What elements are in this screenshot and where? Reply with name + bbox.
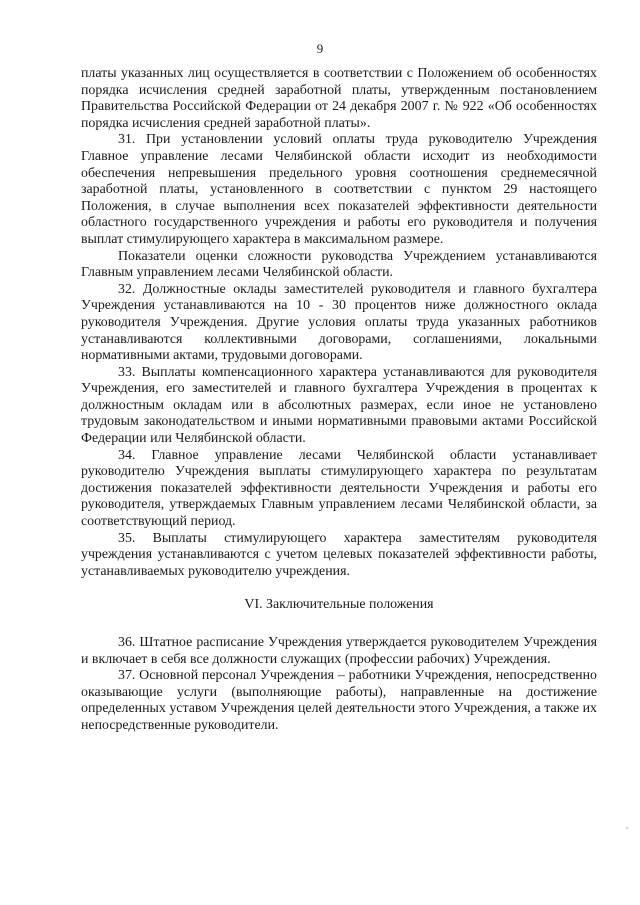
section-heading: VI. Заключительные положения xyxy=(244,597,434,613)
margin-mark: ˇ xyxy=(626,826,629,835)
paragraphs-after-section xyxy=(81,635,597,735)
body-text xyxy=(81,66,597,735)
paragraph: 31. При установлении условий оплаты труда руководителю Учреждения Главное управление лесами Челябинской области исходит из необходимости обеспечения непревышения предельного уровня соотношения среднемесячной заработной платы, установленного в соответствии с пунктом 29 настоящего Положения, в случае выполнения всех показателей эффективности деятельности областного государственного учреждения и работы его руководителя и получения выплат стимулирующего характера в максимальном размере. xyxy=(81,132,597,247)
paragraph: 35. Выплаты стимулирующего характера заместителям руководителя учреждения устанавливаются с учетом целевых показателей эффективности работы, устанавливаемых руководителю учреждения. xyxy=(81,530,597,579)
paragraph: 36. Штатное расписание Учреждения утверждается руководителем Учреждения и включает в себя все должности служащих (профессии рабочих) Учреждения. xyxy=(81,635,597,667)
paragraph: 34. Главное управление лесами Челябинской области устанавливает руководителю Учреждения выплаты стимулирующего характера по результатам достижения показателей эффективности деятельности Учреждения и работы его руководителя, утверждаемых Главным управлением лесами Челябинской области, за соответствующий период. xyxy=(81,447,597,530)
paragraph: Показатели оценки сложности руководства Учреждением устанавливаются Главным управлением лесами Челябинской области. xyxy=(81,248,597,281)
paragraph: 37. Основной персонал Учреждения – работники Учреждения, непосредственно оказывающие услуги (выполняющие работы), направленные на достижение определенных уставом Учреждения целей деятельности этого Учреждения, а также их непосредственные руководители. xyxy=(81,668,597,733)
paragraph: платы указанных лиц осуществляется в соответствии с Положением об особенностях порядка исчисления средней заработной платы, утвержденным постановлением Правительства Российской Федерации от 24 декабря 2007 г. № 922 «Об особенностях порядка исчисления средней заработной платы». xyxy=(81,66,597,131)
paragraphs-before-section xyxy=(81,66,597,580)
paragraph: 33. Выплаты компенсационного характера устанавливаются для руководителя Учреждения, его заместителей и главного бухгалтера Учреждения в процентах к должностным окладам или в абсолютных размерах, если иное не установлено трудовым законодательством и иными нормативными правовыми актами Российской Федерации или Челябинской области. xyxy=(81,364,597,447)
paragraph: 32. Должностные оклады заместителей руководителя и главного бухгалтера Учреждения устанавливаются на 10 - 30 процентов ниже должностного оклада руководителя Учреждения. Другие условия оплаты труда указанных работников устанавливаются коллективными договорами, соглашениями, локальными нормативными актами, трудовыми договорами. xyxy=(81,281,597,364)
page-number: 9 xyxy=(316,41,324,56)
